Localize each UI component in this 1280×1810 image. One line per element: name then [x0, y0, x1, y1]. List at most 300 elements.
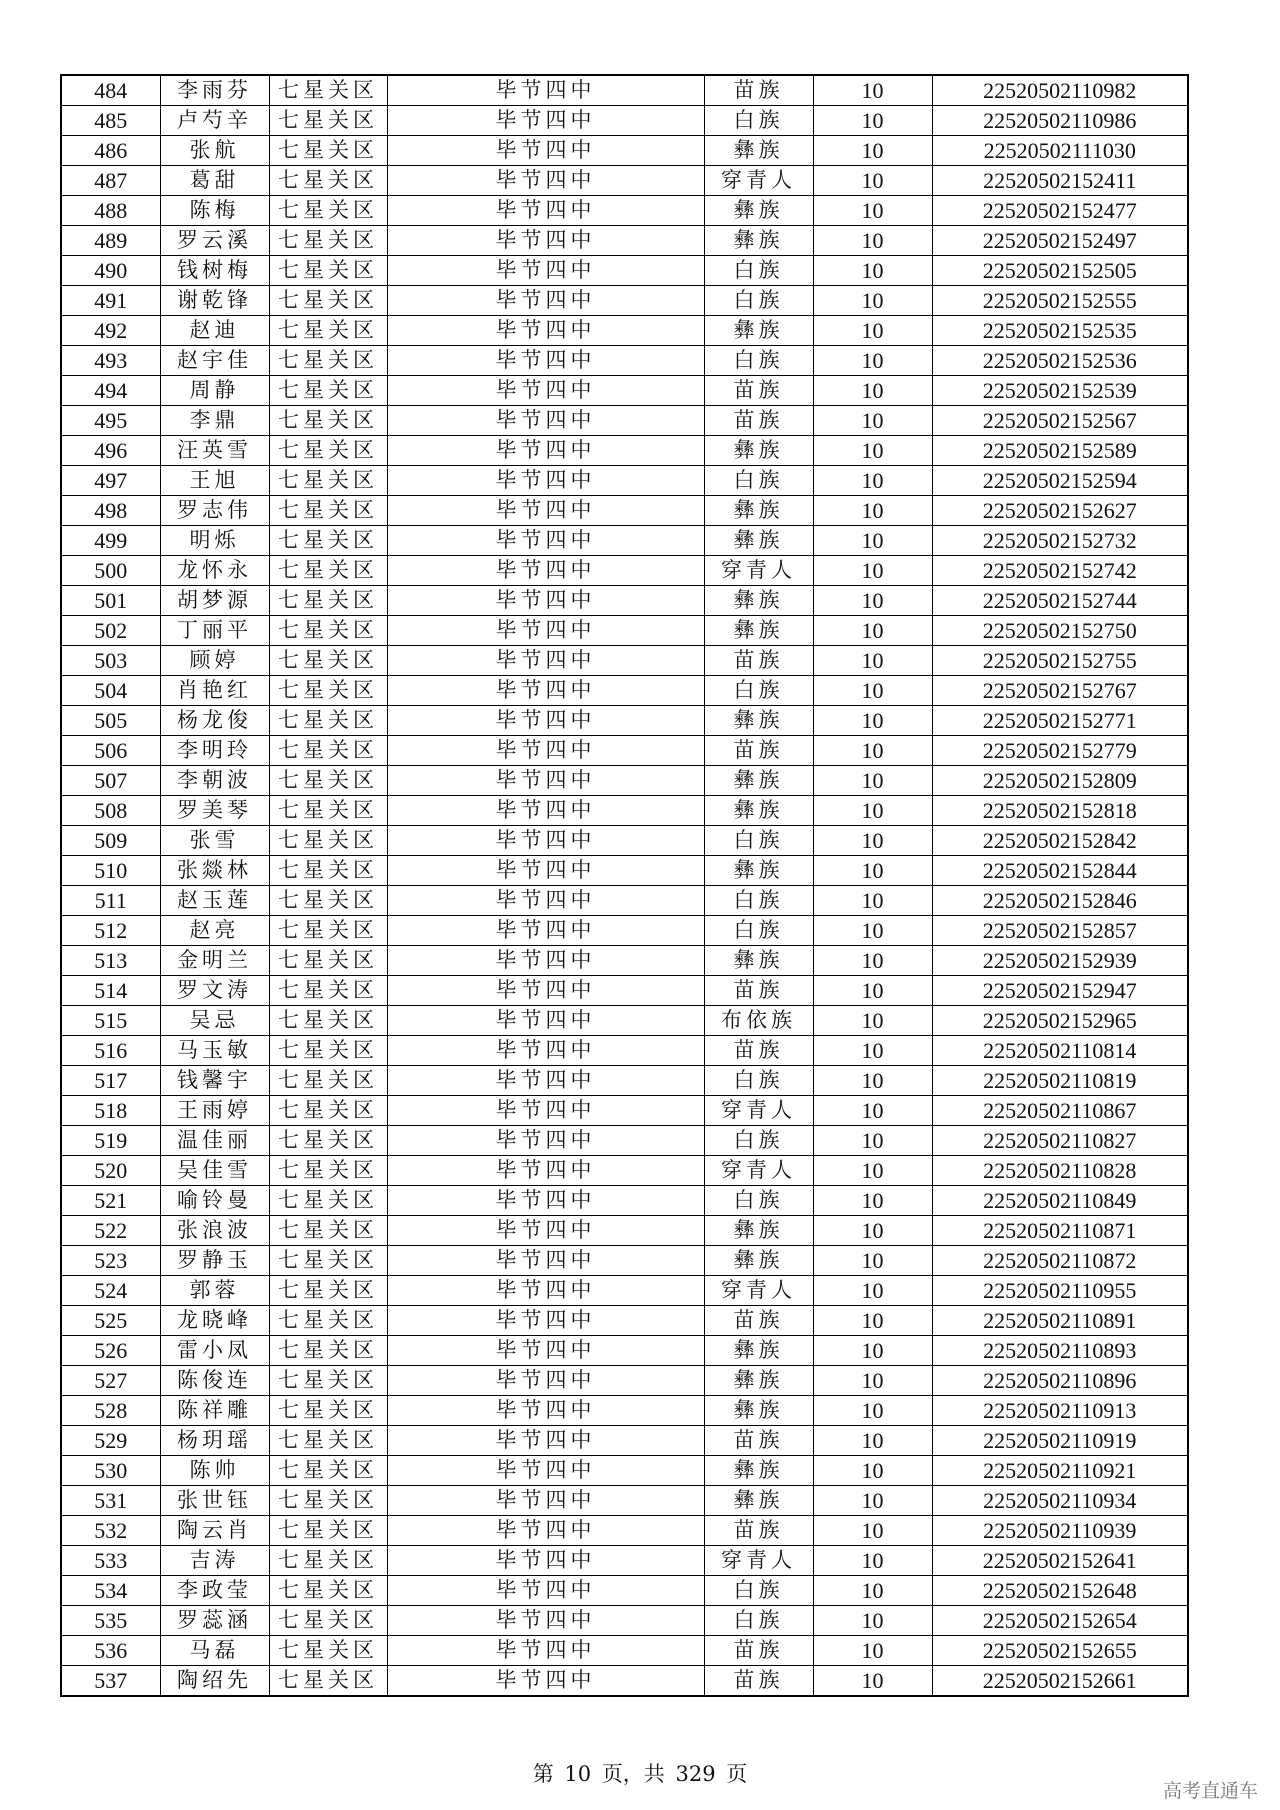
table-row: [61, 526, 1188, 556]
exam-id-cell: 22520502152742: [932, 556, 1188, 586]
district-cell: 七星关区: [269, 856, 387, 886]
student-name-cell: 葛甜: [160, 166, 269, 196]
table-row: [61, 1276, 1188, 1306]
table-row: [61, 1126, 1188, 1156]
exam-id-cell: 22520502152846: [932, 886, 1188, 916]
district-cell: 七星关区: [269, 1126, 387, 1156]
table-row: [61, 976, 1188, 1006]
grade-cell: 10: [813, 466, 932, 496]
table-row: [61, 1516, 1188, 1546]
ethnicity-cell: 苗族: [704, 646, 813, 676]
district-cell: 七星关区: [269, 1546, 387, 1576]
row-number-cell: 495: [61, 406, 160, 436]
table-row: [61, 1426, 1188, 1456]
student-name-cell: 肖艳红: [160, 676, 269, 706]
exam-id-cell: 22520502152750: [932, 616, 1188, 646]
school-cell: 毕节四中: [387, 916, 704, 946]
grade-cell: 10: [813, 346, 932, 376]
exam-id-cell: 22520502110982: [932, 75, 1188, 106]
school-cell: 毕节四中: [387, 226, 704, 256]
row-number-cell: 490: [61, 256, 160, 286]
table-row: [61, 406, 1188, 436]
exam-id-cell: 22520502110939: [932, 1516, 1188, 1546]
exam-id-cell: 22520502110919: [932, 1426, 1188, 1456]
table-row: [61, 196, 1188, 226]
school-cell: 毕节四中: [387, 886, 704, 916]
student-name-cell: 吴忌: [160, 1006, 269, 1036]
exam-id-cell: 22520502110867: [932, 1096, 1188, 1126]
grade-cell: 10: [813, 1126, 932, 1156]
grade-cell: 10: [813, 286, 932, 316]
table-row: [61, 1066, 1188, 1096]
grade-cell: 10: [813, 166, 932, 196]
exam-id-cell: 22520502152627: [932, 496, 1188, 526]
ethnicity-cell: 苗族: [704, 1636, 813, 1666]
row-number-cell: 532: [61, 1516, 160, 1546]
school-cell: 毕节四中: [387, 136, 704, 166]
district-cell: 七星关区: [269, 1216, 387, 1246]
row-number-cell: 485: [61, 106, 160, 136]
school-cell: 毕节四中: [387, 346, 704, 376]
grade-cell: 10: [813, 136, 932, 166]
total-pages: 329: [675, 1762, 716, 1786]
ethnicity-cell: 彝族: [704, 616, 813, 646]
grade-cell: 10: [813, 376, 932, 406]
grade-cell: 10: [813, 526, 932, 556]
student-name-cell: 张航: [160, 136, 269, 166]
row-number-cell: 507: [61, 766, 160, 796]
row-number-cell: 537: [61, 1666, 160, 1697]
district-cell: 七星关区: [269, 1036, 387, 1066]
ethnicity-cell: 彝族: [704, 1486, 813, 1516]
ethnicity-cell: 彝族: [704, 1456, 813, 1486]
exam-id-cell: 22520502152535: [932, 316, 1188, 346]
ethnicity-cell: 彝族: [704, 766, 813, 796]
table-row: [61, 676, 1188, 706]
watermark: 高考直通车: [1162, 1780, 1258, 1802]
footer-prefix: 第: [532, 1762, 554, 1786]
school-cell: 毕节四中: [387, 1576, 704, 1606]
grade-cell: 10: [813, 1186, 932, 1216]
student-name-cell: 金明兰: [160, 946, 269, 976]
page-footer: [0, 1758, 1280, 1788]
student-name-cell: 张浪波: [160, 1216, 269, 1246]
student-name-cell: 钱馨宇: [160, 1066, 269, 1096]
table-row: [61, 1336, 1188, 1366]
exam-id-cell: 22520502152589: [932, 436, 1188, 466]
district-cell: 七星关区: [269, 406, 387, 436]
district-cell: 七星关区: [269, 1276, 387, 1306]
row-number-cell: 524: [61, 1276, 160, 1306]
ethnicity-cell: 白族: [704, 1186, 813, 1216]
exam-id-cell: 22520502152505: [932, 256, 1188, 286]
footer-mid: 页，共: [601, 1762, 665, 1786]
district-cell: 七星关区: [269, 796, 387, 826]
school-cell: 毕节四中: [387, 316, 704, 346]
exam-id-cell: 22520502152939: [932, 946, 1188, 976]
row-number-cell: 496: [61, 436, 160, 466]
district-cell: 七星关区: [269, 436, 387, 466]
student-name-cell: 张燚林: [160, 856, 269, 886]
ethnicity-cell: 白族: [704, 106, 813, 136]
row-number-cell: 530: [61, 1456, 160, 1486]
district-cell: 七星关区: [269, 496, 387, 526]
ethnicity-cell: 白族: [704, 1066, 813, 1096]
exam-id-cell: 22520502152661: [932, 1666, 1188, 1697]
grade-cell: 10: [813, 646, 932, 676]
student-list-table: [60, 74, 1189, 1697]
student-name-cell: 温佳丽: [160, 1126, 269, 1156]
grade-cell: 10: [813, 886, 932, 916]
school-cell: 毕节四中: [387, 196, 704, 226]
school-cell: 毕节四中: [387, 856, 704, 886]
row-number-cell: 504: [61, 676, 160, 706]
table-row: [61, 886, 1188, 916]
grade-cell: 10: [813, 106, 932, 136]
row-number-cell: 499: [61, 526, 160, 556]
school-cell: 毕节四中: [387, 1006, 704, 1036]
student-name-cell: 汪英雪: [160, 436, 269, 466]
school-cell: 毕节四中: [387, 1276, 704, 1306]
table-row: [61, 796, 1188, 826]
ethnicity-cell: 彝族: [704, 1366, 813, 1396]
exam-id-cell: 22520502152779: [932, 736, 1188, 766]
grade-cell: 10: [813, 856, 932, 886]
district-cell: 七星关区: [269, 376, 387, 406]
exam-id-cell: 22520502152857: [932, 916, 1188, 946]
exam-id-cell: 22520502110893: [932, 1336, 1188, 1366]
ethnicity-cell: 彝族: [704, 496, 813, 526]
exam-id-cell: 22520502110849: [932, 1186, 1188, 1216]
exam-id-cell: 22520502110814: [932, 1036, 1188, 1066]
table-row: [61, 1186, 1188, 1216]
table-row: [61, 1636, 1188, 1666]
grade-cell: 10: [813, 1156, 932, 1186]
district-cell: 七星关区: [269, 1426, 387, 1456]
school-cell: 毕节四中: [387, 646, 704, 676]
exam-id-cell: 22520502152844: [932, 856, 1188, 886]
table-row: [61, 496, 1188, 526]
district-cell: 七星关区: [269, 1066, 387, 1096]
exam-id-cell: 22520502110921: [932, 1456, 1188, 1486]
table-row: [61, 916, 1188, 946]
student-name-cell: 罗文涛: [160, 976, 269, 1006]
row-number-cell: 528: [61, 1396, 160, 1426]
grade-cell: 10: [813, 406, 932, 436]
exam-id-cell: 22520502110871: [932, 1216, 1188, 1246]
student-name-cell: 赵宇佳: [160, 346, 269, 376]
student-name-cell: 周静: [160, 376, 269, 406]
current-page: 10: [564, 1762, 592, 1786]
student-name-cell: 顾婷: [160, 646, 269, 676]
school-cell: 毕节四中: [387, 1606, 704, 1636]
district-cell: 七星关区: [269, 976, 387, 1006]
student-name-cell: 吴佳雪: [160, 1156, 269, 1186]
table-row: [61, 256, 1188, 286]
grade-cell: 10: [813, 1096, 932, 1126]
school-cell: 毕节四中: [387, 556, 704, 586]
grade-cell: 10: [813, 1606, 932, 1636]
exam-id-cell: 22520502152411: [932, 166, 1188, 196]
grade-cell: 10: [813, 75, 932, 106]
district-cell: 七星关区: [269, 1666, 387, 1697]
grade-cell: 10: [813, 616, 932, 646]
exam-id-cell: 22520502111030: [932, 136, 1188, 166]
grade-cell: 10: [813, 1456, 932, 1486]
grade-cell: 10: [813, 1306, 932, 1336]
school-cell: 毕节四中: [387, 1366, 704, 1396]
ethnicity-cell: 彝族: [704, 586, 813, 616]
exam-id-cell: 22520502152536: [932, 346, 1188, 376]
ethnicity-cell: 布依族: [704, 1006, 813, 1036]
school-cell: 毕节四中: [387, 1426, 704, 1456]
table-row: [61, 1546, 1188, 1576]
table-row: [61, 766, 1188, 796]
district-cell: 七星关区: [269, 556, 387, 586]
ethnicity-cell: 穿青人: [704, 1156, 813, 1186]
table-row: [61, 286, 1188, 316]
row-number-cell: 503: [61, 646, 160, 676]
row-number-cell: 512: [61, 916, 160, 946]
district-cell: 七星关区: [269, 616, 387, 646]
district-cell: 七星关区: [269, 106, 387, 136]
school-cell: 毕节四中: [387, 1156, 704, 1186]
ethnicity-cell: 彝族: [704, 1336, 813, 1366]
exam-id-cell: 22520502110986: [932, 106, 1188, 136]
student-name-cell: 李鼎: [160, 406, 269, 436]
grade-cell: 10: [813, 1336, 932, 1366]
exam-id-cell: 22520502110827: [932, 1126, 1188, 1156]
table-row: [61, 1246, 1188, 1276]
row-number-cell: 489: [61, 226, 160, 256]
table-row: [61, 1006, 1188, 1036]
ethnicity-cell: 彝族: [704, 1216, 813, 1246]
student-name-cell: 李雨芬: [160, 75, 269, 106]
district-cell: 七星关区: [269, 256, 387, 286]
ethnicity-cell: 彝族: [704, 226, 813, 256]
grade-cell: 10: [813, 1036, 932, 1066]
student-name-cell: 陈俊连: [160, 1366, 269, 1396]
grade-cell: 10: [813, 826, 932, 856]
table-row: [61, 226, 1188, 256]
ethnicity-cell: 苗族: [704, 376, 813, 406]
table-row: [61, 646, 1188, 676]
exam-id-cell: 22520502110934: [932, 1486, 1188, 1516]
exam-id-cell: 22520502152767: [932, 676, 1188, 706]
student-name-cell: 吉涛: [160, 1546, 269, 1576]
student-name-cell: 罗志伟: [160, 496, 269, 526]
grade-cell: 10: [813, 1366, 932, 1396]
table-row: [61, 1096, 1188, 1126]
school-cell: 毕节四中: [387, 1126, 704, 1156]
exam-id-cell: 22520502110872: [932, 1246, 1188, 1276]
ethnicity-cell: 彝族: [704, 706, 813, 736]
school-cell: 毕节四中: [387, 1246, 704, 1276]
district-cell: 七星关区: [269, 766, 387, 796]
table-row: [61, 706, 1188, 736]
grade-cell: 10: [813, 1066, 932, 1096]
table-row: [61, 106, 1188, 136]
exam-id-cell: 22520502152539: [932, 376, 1188, 406]
district-cell: 七星关区: [269, 586, 387, 616]
district-cell: 七星关区: [269, 916, 387, 946]
student-name-cell: 胡梦源: [160, 586, 269, 616]
ethnicity-cell: 白族: [704, 286, 813, 316]
student-name-cell: 陶绍先: [160, 1666, 269, 1697]
ethnicity-cell: 苗族: [704, 1516, 813, 1546]
row-number-cell: 527: [61, 1366, 160, 1396]
table-row: [61, 1156, 1188, 1186]
student-name-cell: 王雨婷: [160, 1096, 269, 1126]
student-name-cell: 郭蓉: [160, 1276, 269, 1306]
row-number-cell: 487: [61, 166, 160, 196]
school-cell: 毕节四中: [387, 286, 704, 316]
district-cell: 七星关区: [269, 136, 387, 166]
row-number-cell: 534: [61, 1576, 160, 1606]
row-number-cell: 518: [61, 1096, 160, 1126]
student-name-cell: 罗静玉: [160, 1246, 269, 1276]
ethnicity-cell: 白族: [704, 1126, 813, 1156]
school-cell: 毕节四中: [387, 826, 704, 856]
exam-id-cell: 22520502110828: [932, 1156, 1188, 1186]
ethnicity-cell: 白族: [704, 916, 813, 946]
grade-cell: 10: [813, 1396, 932, 1426]
ethnicity-cell: 白族: [704, 346, 813, 376]
student-name-cell: 陈梅: [160, 196, 269, 226]
ethnicity-cell: 白族: [704, 466, 813, 496]
table-row: [61, 1606, 1188, 1636]
school-cell: 毕节四中: [387, 1066, 704, 1096]
student-name-cell: 钱树梅: [160, 256, 269, 286]
ethnicity-cell: 穿青人: [704, 1096, 813, 1126]
school-cell: 毕节四中: [387, 586, 704, 616]
ethnicity-cell: 穿青人: [704, 166, 813, 196]
row-number-cell: 516: [61, 1036, 160, 1066]
district-cell: 七星关区: [269, 1636, 387, 1666]
school-cell: 毕节四中: [387, 75, 704, 106]
district-cell: 七星关区: [269, 1456, 387, 1486]
row-number-cell: 535: [61, 1606, 160, 1636]
table-row: [61, 1666, 1188, 1697]
row-number-cell: 484: [61, 75, 160, 106]
table-row: [61, 856, 1188, 886]
row-number-cell: 492: [61, 316, 160, 346]
exam-id-cell: 22520502110955: [932, 1276, 1188, 1306]
exam-id-cell: 22520502152567: [932, 406, 1188, 436]
ethnicity-cell: 彝族: [704, 316, 813, 346]
student-name-cell: 卢芍辛: [160, 106, 269, 136]
table-row: [61, 376, 1188, 406]
table-row: [61, 616, 1188, 646]
row-number-cell: 526: [61, 1336, 160, 1366]
grade-cell: 10: [813, 436, 932, 466]
exam-id-cell: 22520502152947: [932, 976, 1188, 1006]
table-row: [61, 316, 1188, 346]
exam-id-cell: 22520502152809: [932, 766, 1188, 796]
grade-cell: 10: [813, 1426, 932, 1456]
district-cell: 七星关区: [269, 1576, 387, 1606]
school-cell: 毕节四中: [387, 736, 704, 766]
table-row: [61, 556, 1188, 586]
ethnicity-cell: 白族: [704, 826, 813, 856]
grade-cell: 10: [813, 226, 932, 256]
ethnicity-cell: 穿青人: [704, 1276, 813, 1306]
school-cell: 毕节四中: [387, 1546, 704, 1576]
grade-cell: 10: [813, 1216, 932, 1246]
exam-id-cell: 22520502152654: [932, 1606, 1188, 1636]
exam-id-cell: 22520502110819: [932, 1066, 1188, 1096]
grade-cell: 10: [813, 1276, 932, 1306]
student-name-cell: 李政莹: [160, 1576, 269, 1606]
row-number-cell: 497: [61, 466, 160, 496]
ethnicity-cell: 白族: [704, 256, 813, 286]
district-cell: 七星关区: [269, 1156, 387, 1186]
district-cell: 七星关区: [269, 75, 387, 106]
table-row: [61, 826, 1188, 856]
row-number-cell: 520: [61, 1156, 160, 1186]
school-cell: 毕节四中: [387, 1036, 704, 1066]
grade-cell: 10: [813, 946, 932, 976]
table-row: [61, 1456, 1188, 1486]
ethnicity-cell: 穿青人: [704, 1546, 813, 1576]
grade-cell: 10: [813, 196, 932, 226]
row-number-cell: 533: [61, 1546, 160, 1576]
student-name-cell: 马磊: [160, 1636, 269, 1666]
row-number-cell: 509: [61, 826, 160, 856]
grade-cell: 10: [813, 586, 932, 616]
school-cell: 毕节四中: [387, 1186, 704, 1216]
district-cell: 七星关区: [269, 226, 387, 256]
row-number-cell: 488: [61, 196, 160, 226]
table-row: [61, 946, 1188, 976]
student-name-cell: 王旭: [160, 466, 269, 496]
school-cell: 毕节四中: [387, 106, 704, 136]
grade-cell: 10: [813, 316, 932, 346]
ethnicity-cell: 彝族: [704, 136, 813, 166]
table-row: [61, 1036, 1188, 1066]
district-cell: 七星关区: [269, 346, 387, 376]
student-name-cell: 杨玥瑶: [160, 1426, 269, 1456]
ethnicity-cell: 穿青人: [704, 556, 813, 586]
ethnicity-cell: 彝族: [704, 196, 813, 226]
row-number-cell: 522: [61, 1216, 160, 1246]
row-number-cell: 519: [61, 1126, 160, 1156]
district-cell: 七星关区: [269, 1306, 387, 1336]
student-name-cell: 马玉敏: [160, 1036, 269, 1066]
grade-cell: 10: [813, 736, 932, 766]
ethnicity-cell: 彝族: [704, 796, 813, 826]
row-number-cell: 515: [61, 1006, 160, 1036]
row-number-cell: 510: [61, 856, 160, 886]
grade-cell: 10: [813, 1636, 932, 1666]
ethnicity-cell: 苗族: [704, 1426, 813, 1456]
exam-id-cell: 22520502152732: [932, 526, 1188, 556]
district-cell: 七星关区: [269, 1486, 387, 1516]
row-number-cell: 505: [61, 706, 160, 736]
table-row: [61, 1306, 1188, 1336]
grade-cell: 10: [813, 1546, 932, 1576]
ethnicity-cell: 彝族: [704, 1396, 813, 1426]
exam-id-cell: 22520502152655: [932, 1636, 1188, 1666]
district-cell: 七星关区: [269, 1006, 387, 1036]
school-cell: 毕节四中: [387, 1336, 704, 1366]
row-number-cell: 493: [61, 346, 160, 376]
school-cell: 毕节四中: [387, 1396, 704, 1426]
row-number-cell: 508: [61, 796, 160, 826]
district-cell: 七星关区: [269, 316, 387, 346]
ethnicity-cell: 白族: [704, 1606, 813, 1636]
district-cell: 七星关区: [269, 826, 387, 856]
